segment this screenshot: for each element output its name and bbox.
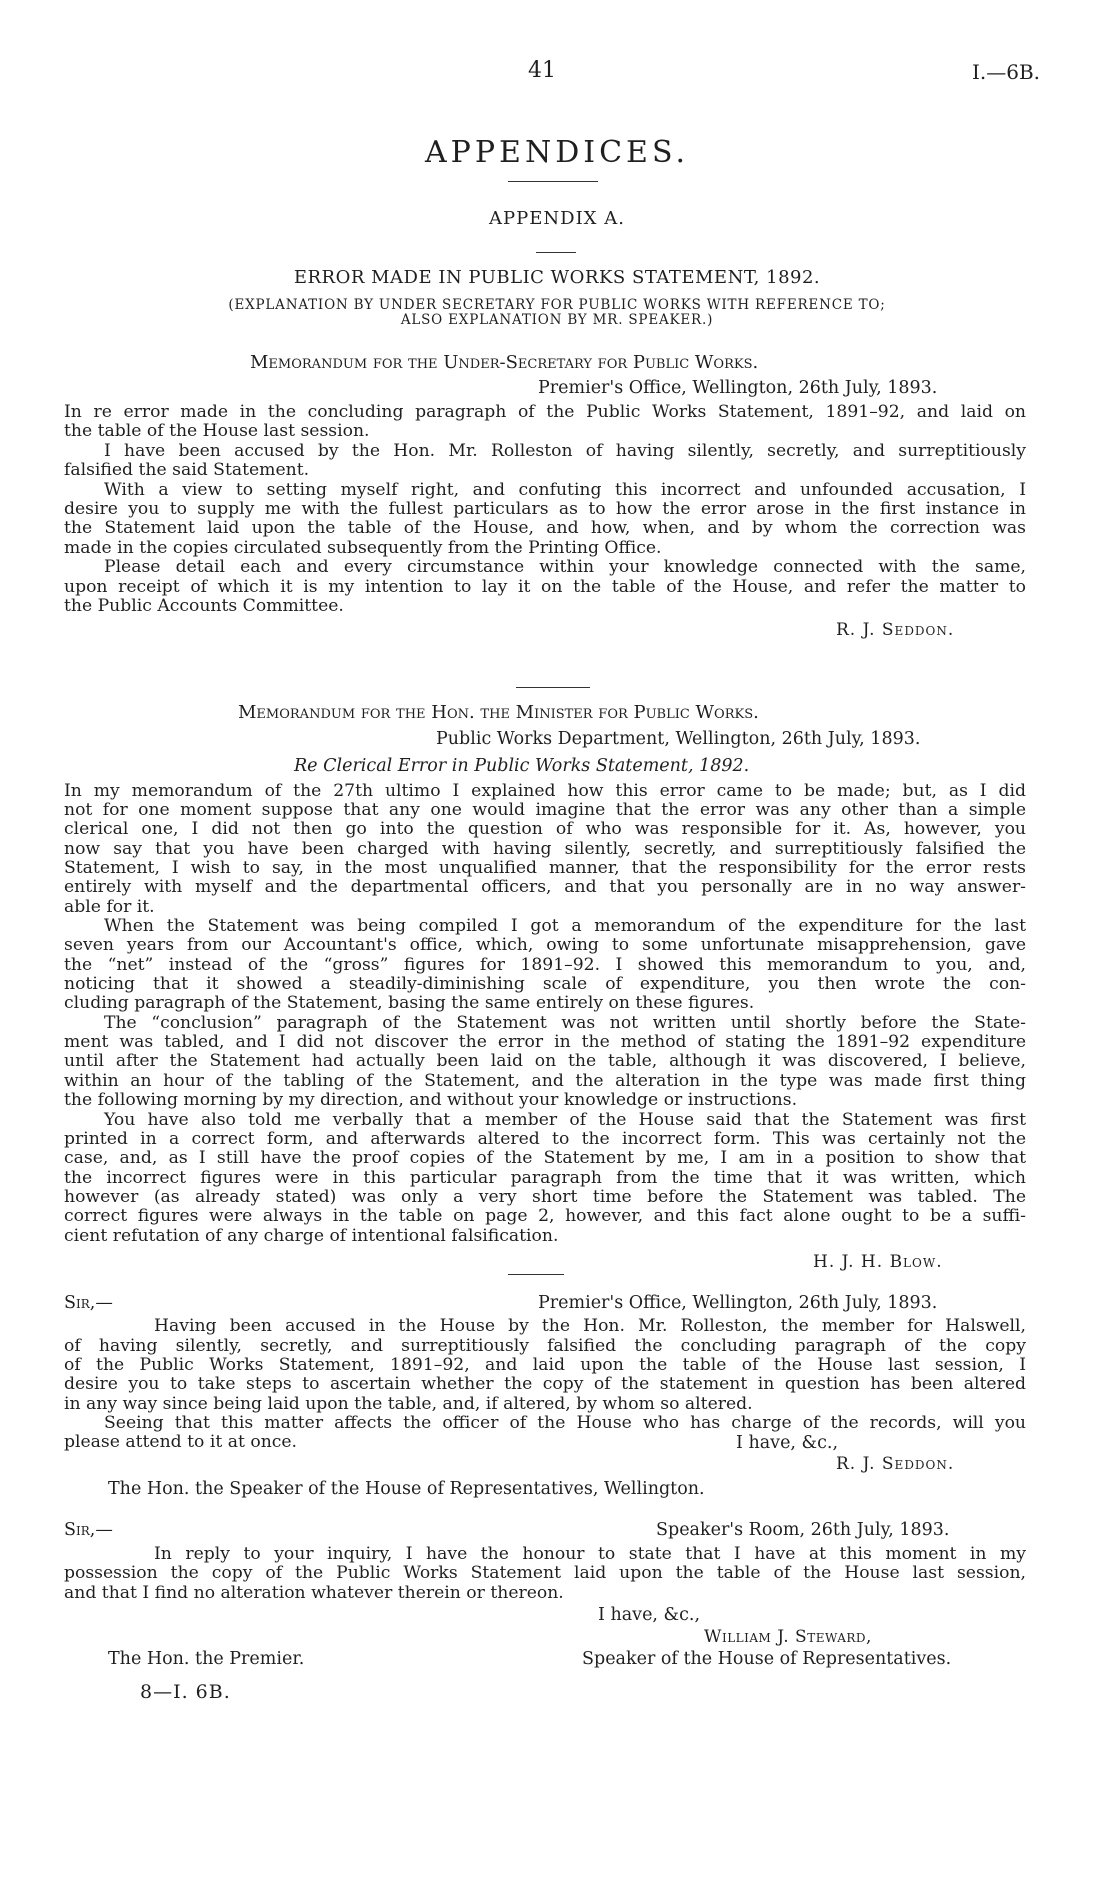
- text-line: Having been accused in the House by the Hon. Mr. Rolleston, the member for Halswell,: [154, 1316, 1026, 1336]
- text-line: I have been accused by the Hon. Mr. Rolleston of having silently, secretly, and surreptitiously: [104, 441, 1026, 461]
- text-line: When the Statement was being compiled I got a memorandum of the expenditure for the last: [104, 916, 1026, 936]
- page-title: APPENDICES.: [425, 135, 689, 170]
- appendix-label: APPENDIX A.: [489, 208, 625, 229]
- text-line: entirely with myself and the departmental officers, and that you personally are in no way answer-: [64, 877, 1026, 897]
- text-line: now say that you have been charged with having silently, secretly, and surreptitiously falsified the: [64, 839, 1026, 859]
- text-line: cient refutation of any charge of intentional falsification.: [64, 1226, 559, 1246]
- text-line: desire you to take steps to ascertain whether the copy of the statement in question has been altered: [64, 1374, 1026, 1394]
- text-line: The “conclusion” paragraph of the Statement was not written until shortly before the State-: [104, 1013, 1026, 1033]
- text-line: Statement, I wish to say, in the most unqualified manner, that the responsibility for the error rests: [64, 858, 1026, 878]
- text-line: possession the copy of the Public Works Statement laid upon the table of the House last session,: [64, 1563, 1026, 1583]
- text-line: correct figures were always in the table on page 2, however, and this fact alone ought to be a suffi-: [64, 1206, 1026, 1226]
- text-line: please attend to it at once.: [64, 1432, 298, 1452]
- text-line: the incorrect figures were in this particular paragraph from the time that it was written, which: [64, 1168, 1026, 1188]
- divider: [508, 181, 598, 182]
- text-line: the table of the House last session.: [64, 421, 370, 441]
- divider: [536, 252, 576, 253]
- text-line: and that I find no alteration whatever therein or thereon.: [64, 1583, 564, 1603]
- text-line: clerical one, I did not then go into the question of who was responsible for it. As, however, you: [64, 819, 1026, 839]
- text-line: noticing that it showed a steadily-diminishing scale of expenditure, you then wrote the con-: [64, 974, 1026, 994]
- letter-place-date: Speaker's Room, 26th July, 1893.: [656, 1520, 950, 1540]
- text-line: falsified the said Statement.: [64, 460, 310, 480]
- text-line: not for one moment suppose that any one would imagine that the error was any other than a simple: [64, 800, 1026, 820]
- sheet-reference: 8—I. 6B.: [140, 1681, 231, 1703]
- memo-place-date: Public Works Department, Wellington, 26th July, 1893.: [436, 729, 921, 749]
- text-line: With a view to setting myself right, and confuting this incorrect and unfounded accusation, I: [104, 480, 1026, 500]
- text-line: however (as already stated) was only a very short time before the Statement was tabled. The: [64, 1187, 1026, 1207]
- text-line: You have also told me verbally that a member of the House said that the Statement was first: [104, 1110, 1026, 1130]
- text-line: Seeing that this matter affects the officer of the House who has charge of the records, will you: [104, 1413, 1026, 1433]
- letter-salutation: Sir,—: [64, 1293, 113, 1313]
- text-line: Please detail each and every circumstance within your knowledge connected with the same,: [104, 557, 1026, 577]
- text-line: within an hour of the tabling of the Statement, and the alteration in the type was made first thing: [64, 1071, 1026, 1091]
- memo-signature: H. J. H. Blow.: [813, 1252, 943, 1272]
- text-line: ment was tabled, and I did not discover the error in the method of stating the 1891–92 expenditure: [64, 1032, 1026, 1052]
- text-line: In re error made in the concluding paragraph of the Public Works Statement, 1891–92, and laid on: [64, 402, 1026, 422]
- letter-signature-title: Speaker of the House of Representatives.: [582, 1649, 952, 1669]
- text-line: until after the Statement had actually been laid on the table, although it was discovered, I believe,: [64, 1051, 1026, 1071]
- text-line: able for it.: [64, 897, 155, 917]
- memo-subject: Re Clerical Error in Public Works Statement, 1892.: [294, 756, 750, 776]
- text-line: cluding paragraph of the Statement, basing the same entirely on these figures.: [64, 993, 755, 1013]
- memo-title: Memorandum for the Under-Secretary for Public Works.: [250, 352, 759, 373]
- section-subheading: [0, 298, 1114, 328]
- letter-salutation: Sir,—: [64, 1520, 113, 1540]
- text-line: In reply to your inquiry, I have the honour to state that I have at this moment in my: [154, 1544, 1026, 1564]
- text-line: the following morning by my direction, and without your knowledge or instructions.: [64, 1090, 798, 1110]
- letter-signature: William J. Steward,: [704, 1627, 872, 1647]
- memo-place-date: Premier's Office, Wellington, 26th July, 1893.: [538, 378, 938, 398]
- letter-place-date: Premier's Office, Wellington, 26th July, 1893.: [538, 1293, 938, 1313]
- letter-signature: R. J. Seddon.: [836, 1454, 955, 1474]
- letter-closing: I have, &c.,: [598, 1605, 701, 1625]
- text-line: of the Public Works Statement, 1891–92, and laid upon the table of the House last session, I: [64, 1355, 1026, 1375]
- text-line: the Statement laid upon the table of the House, and how, when, and by whom the correction was: [64, 518, 1026, 538]
- text-line: In my memorandum of the 27th ultimo I explained how this error came to be made; but, as I did: [64, 781, 1026, 801]
- divider: [516, 687, 590, 688]
- memo-title: Memorandum for the Hon. the Minister for Public Works.: [238, 702, 759, 723]
- page-number: 41: [528, 58, 556, 83]
- letter-addressee: The Hon. the Premier.: [108, 1649, 305, 1669]
- text-line: in any way since being laid upon the table, and, if altered, by whom so altered.: [64, 1394, 753, 1414]
- section-heading: ERROR MADE IN PUBLIC WORKS STATEMENT, 1892.: [293, 267, 821, 288]
- text-line: seven years from our Accountant's office, which, owing to some unfortunate misapprehension, gave: [64, 935, 1026, 955]
- letter-addressee: The Hon. the Speaker of the House of Representatives, Wellington.: [108, 1479, 705, 1499]
- text-line: upon receipt of which it is my intention to lay it on the table of the House, and refer the matter to: [64, 577, 1026, 597]
- text-line: of having silently, secretly, and surreptitiously falsified the concluding paragraph of the copy: [64, 1336, 1026, 1356]
- text-line: made in the copies circulated subsequently from the Printing Office.: [64, 538, 662, 558]
- text-line: the Public Accounts Committee.: [64, 596, 344, 616]
- text-line: the “net” instead of the “gross” figures for 1891–92. I showed this memorandum to you, and,: [64, 955, 1026, 975]
- text-line: case, and, as I still have the proof copies of the Statement by me, I am in a position to show that: [64, 1148, 1026, 1168]
- memo-signature: R. J. Seddon.: [836, 620, 955, 640]
- letter-closing: I have, &c.,: [736, 1433, 839, 1453]
- document-reference: I.—6B.: [972, 60, 1041, 84]
- text-line: printed in a correct form, and afterwards altered to the incorrect form. This was certainly not the: [64, 1129, 1026, 1149]
- divider: [508, 1274, 564, 1275]
- text-line: desire you to supply me with the fullest particulars as to how the error arose in the first instance in: [64, 499, 1026, 519]
- subheading-line: (EXPLANATION BY UNDER SECRETARY FOR PUBLIC WORKS WITH REFERENCE TO;: [228, 297, 886, 313]
- subheading-line: ALSO EXPLANATION BY MR. SPEAKER.): [400, 312, 714, 328]
